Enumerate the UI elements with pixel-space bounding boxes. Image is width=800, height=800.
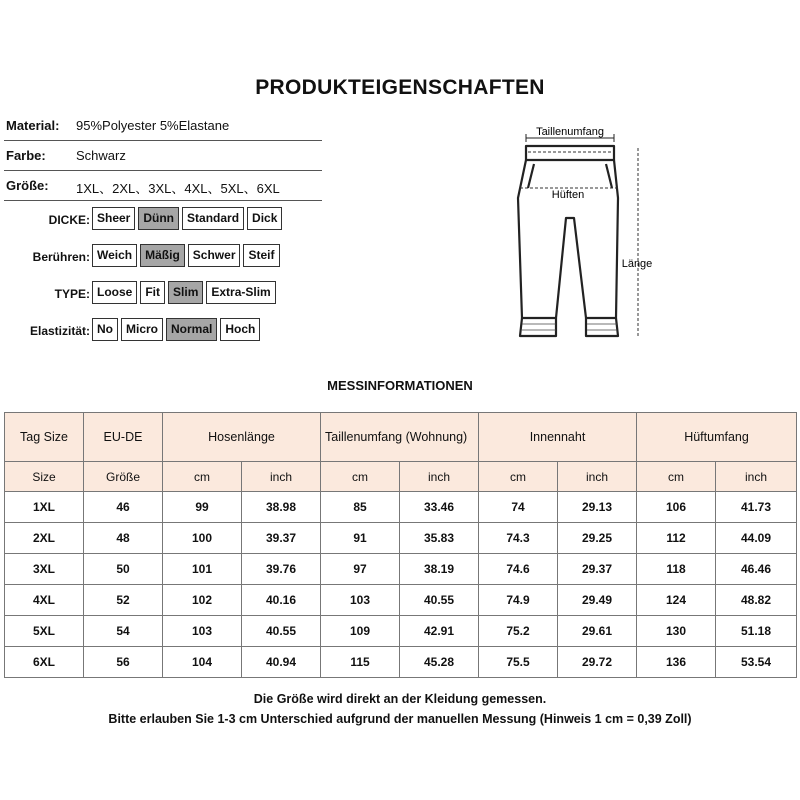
table-cell: 91 (321, 523, 400, 554)
table-cell: 29.25 (558, 523, 637, 554)
table-cell: 40.55 (242, 616, 321, 647)
table-cell: 109 (321, 616, 400, 647)
table-cell: 45.28 (400, 647, 479, 678)
hip-label: Hüften (551, 189, 585, 201)
table-cell: 38.19 (400, 554, 479, 585)
table-cell: 56 (84, 647, 163, 678)
note-tolerance: Bitte erlauben Sie 1-3 cm Unterschied aufgrund der manuellen Messung (Hinweis 1 cm = 0,39 Zoll) (108, 712, 692, 726)
option-label: DICKE: (48, 213, 90, 227)
option-chips (92, 207, 282, 230)
subheader-cell: cm (479, 462, 558, 492)
table-cell: 75.2 (479, 616, 558, 647)
property-label: Material: (6, 118, 60, 133)
table-cell: 5XL (5, 616, 84, 647)
header-cell: Hüftumfang (637, 413, 797, 462)
option-row (0, 281, 800, 307)
table-cell: 33.46 (400, 492, 479, 523)
option-chip: Schwer (188, 244, 241, 267)
pants-body (518, 160, 618, 318)
table-cell: 48 (84, 523, 163, 554)
table-cell: 29.61 (558, 616, 637, 647)
option-row (0, 207, 800, 233)
table-cell: 115 (321, 647, 400, 678)
property-material (4, 110, 322, 141)
pants-diagram (500, 118, 680, 358)
header-cell: Hosenlänge (163, 413, 321, 462)
table-cell: 1XL (5, 492, 84, 523)
table-cell: 40.16 (242, 585, 321, 616)
subheader-cell: inch (558, 462, 637, 492)
option-chip: Steif (243, 244, 279, 267)
property-value: 95%Polyester 5%Elastane (76, 118, 230, 133)
option-chip: Slim (168, 281, 203, 304)
table-cell: 6XL (5, 647, 84, 678)
header-cell: Innennaht (479, 413, 637, 462)
option-chip: Sheer (92, 207, 135, 230)
option-chip: Dick (247, 207, 282, 230)
option-chip: Hoch (220, 318, 260, 341)
table-cell: 74.6 (479, 554, 558, 585)
table-cell: 52 (84, 585, 163, 616)
option-row (0, 318, 800, 344)
table-cell: 106 (637, 492, 716, 523)
table-cell: 44.09 (716, 523, 797, 554)
table-cell: 46.46 (716, 554, 797, 585)
option-label: Berühren: (32, 250, 90, 264)
table-cell: 74.9 (479, 585, 558, 616)
table-cell: 40.55 (400, 585, 479, 616)
table-row (5, 585, 797, 616)
table-cell: 102 (163, 585, 242, 616)
table-cell: 2XL (5, 523, 84, 554)
option-chip: Extra-Slim (206, 281, 275, 304)
table-header-row (5, 413, 797, 462)
table-cell: 118 (637, 554, 716, 585)
table-row (5, 647, 797, 678)
option-chips (92, 318, 260, 341)
table-cell: 104 (163, 647, 242, 678)
subheader-cell: Size (5, 462, 84, 492)
table-cell: 46 (84, 492, 163, 523)
option-chip: Weich (92, 244, 137, 267)
table-subheader-row (5, 462, 797, 492)
table-cell: 51.18 (716, 616, 797, 647)
table-cell: 42.91 (400, 616, 479, 647)
table-cell: 136 (637, 647, 716, 678)
subheader-cell: inch (242, 462, 321, 492)
table-cell: 4XL (5, 585, 84, 616)
option-chip: Normal (166, 318, 217, 341)
table-cell: 124 (637, 585, 716, 616)
table-cell: 48.82 (716, 585, 797, 616)
pants-waistband (526, 146, 614, 160)
option-label: Elastizität: (29, 324, 90, 338)
table-cell: 29.49 (558, 585, 637, 616)
table-cell: 29.13 (558, 492, 637, 523)
option-chip: Mäßig (140, 244, 185, 267)
waist-label: Taillenumfang (536, 126, 604, 138)
measure-title: MESSINFORMATIONEN (327, 378, 473, 393)
subheader-cell: cm (321, 462, 400, 492)
option-chips (92, 281, 276, 304)
table-cell: 39.37 (242, 523, 321, 554)
option-label: TYPE: (54, 287, 90, 301)
property-label: Größe: (6, 178, 49, 193)
table-cell: 29.37 (558, 554, 637, 585)
option-chip: Loose (92, 281, 137, 304)
option-chip: Micro (121, 318, 163, 341)
table-cell: 100 (163, 523, 242, 554)
table-cell: 41.73 (716, 492, 797, 523)
table-cell: 97 (321, 554, 400, 585)
table-cell: 3XL (5, 554, 84, 585)
table-row (5, 492, 797, 523)
table-cell: 75.5 (479, 647, 558, 678)
table-cell: 112 (637, 523, 716, 554)
property-label: Farbe: (6, 148, 46, 163)
table-cell: 74 (479, 492, 558, 523)
table-row (5, 554, 797, 585)
property-size (4, 170, 322, 201)
table-cell: 130 (637, 616, 716, 647)
subheader-cell: Größe (84, 462, 163, 492)
table-cell: 29.72 (558, 647, 637, 678)
option-row (0, 244, 800, 270)
table-cell: 53.54 (716, 647, 797, 678)
table-cell: 85 (321, 492, 400, 523)
table-row (5, 616, 797, 647)
property-color (4, 140, 322, 171)
header-cell: Tag Size (5, 413, 84, 462)
table-cell: 38.98 (242, 492, 321, 523)
table-cell: 103 (163, 616, 242, 647)
subheader-cell: cm (637, 462, 716, 492)
table-cell: 103 (321, 585, 400, 616)
option-chips (92, 244, 280, 267)
property-value: Schwarz (76, 148, 126, 163)
note-measured: Die Größe wird direkt an der Kleidung gemessen. (253, 692, 547, 706)
table-cell: 35.83 (400, 523, 479, 554)
option-chip: Standard (182, 207, 244, 230)
subheader-cell: cm (163, 462, 242, 492)
size-table (4, 412, 797, 678)
table-cell: 54 (84, 616, 163, 647)
option-chip: No (92, 318, 118, 341)
table-row (5, 523, 797, 554)
property-value: 1XL、2XL、3XL、4XL、5XL、6XL (76, 181, 280, 196)
option-chip: Fit (140, 281, 165, 304)
table-cell: 74.3 (479, 523, 558, 554)
subheader-cell: inch (716, 462, 797, 492)
page-title: PRODUKTEIGENSCHAFTEN (255, 76, 545, 99)
option-chip: Dünn (138, 207, 179, 230)
table-cell: 39.76 (242, 554, 321, 585)
table-cell: 40.94 (242, 647, 321, 678)
table-cell: 99 (163, 492, 242, 523)
table-cell: 50 (84, 554, 163, 585)
length-label: Länge (621, 258, 653, 270)
header-cell: EU-DE (84, 413, 163, 462)
table-cell: 101 (163, 554, 242, 585)
header-cell: Taillenumfang (Wohnung) (321, 413, 479, 462)
subheader-cell: inch (400, 462, 479, 492)
